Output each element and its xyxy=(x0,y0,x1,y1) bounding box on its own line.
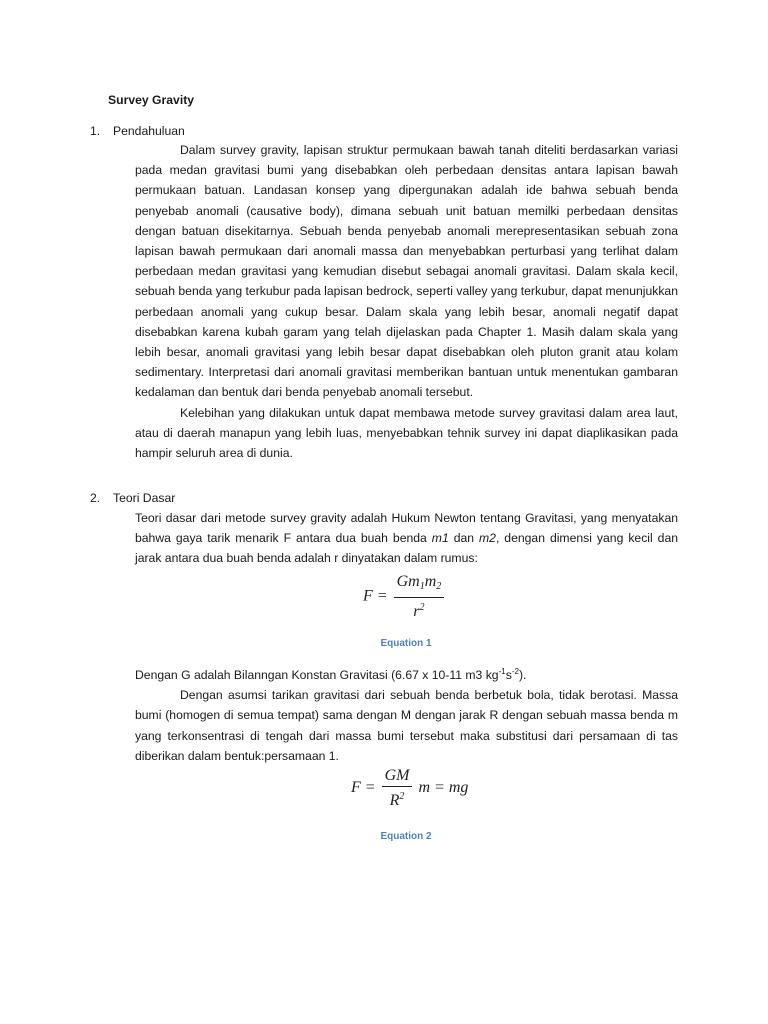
equation-2-caption: Equation 2 xyxy=(380,831,432,842)
paragraph-text: Dengan G adalah Bilanngan Konstan Gravitasi (6.67 x 10-11 m3 kg xyxy=(135,668,499,682)
equation-1-numerator xyxy=(394,572,445,598)
section-2-paragraph-3: Dengan asumsi tarikan gravitasi dari sebuah benda berbetuk bola, tidak berotasi. Massa bumi (homogen di semua tempat) sama dengan M dengan jarak R dengan sebuah massa benda m yang terkonsentrasi di tengah dari massa bumi tersebut maka substitusi dari persamaan di tas diberikan dalam bentuk:persamaan 1. xyxy=(135,688,678,763)
eq-subscript: 2 xyxy=(436,581,442,592)
equation-2 xyxy=(351,766,468,811)
document-title: Survey Gravity xyxy=(108,93,195,107)
paragraph-text: , dengan dimensi yang kecil dan jarak antara dua buah benda adalah r dinyatakan dalam rumus: xyxy=(135,531,679,566)
equation-2-fraction xyxy=(382,766,413,811)
section-1-title: Pendahuluan xyxy=(113,124,185,138)
section-2-title: Teori Dasar xyxy=(113,491,176,505)
equation-1-fraction xyxy=(394,572,445,622)
section-1-paragraph-1: Dalam survey gravity, lapisan struktur permukaan bawah tanah diteliti berdasarkan variasi pada medan gravitasi bumi yang disebabkan oleh perbedaan densitas antara lapisan bawah permukaan batuan. Landasan konsep yang dipergunakan adalah ide bahwa sebuah benda penyebab anomali (causative body), dimana sebuah unit batuan memilki perbedaan densitas dengan batuan disekitarnya. Sebuah benda penyebab anomali merepresentasikan sebuah zona lapisan bawah permukaan dari anomali massa dan menyebabkan perturbasi yang terlihat dalam perbedaan medan gravitasi yang kemudian disebut sebagai anomali gravitasi. Dalam skala kecil, sebuah benda yang terkubur pada lapisan bedrock, seperti valley yang terkubur, dapat menunjukkan perbedaan anomali yang cukup besar. Dalam skala yang lebih besar, anomali negatif dapat disebabkan karena kubah garam yang telah dijelaskan pada Chapter 1. Masih dalam skala yang lebih besar, anomali gravitasi yang lebih besar dapat disebabkan oleh pluton granit atau kolam sedimentary. Interpretasi dari anomali gravitasi memberikan bantuan untuk menentukan gambaran kedalaman dan bentuk dari benda penyebab anomali tersebut. xyxy=(135,143,678,400)
paragraph-text: ). xyxy=(518,668,527,682)
paragraph-text: dan xyxy=(448,531,480,546)
section-1-number: 1. xyxy=(90,124,101,138)
eq-subscript: 1 xyxy=(419,581,425,592)
equation-1-caption: Equation 1 xyxy=(380,638,432,649)
section-1-heading xyxy=(90,121,185,141)
paragraph-text: s xyxy=(505,668,512,682)
section-2-paragraph-1 xyxy=(135,508,678,569)
eq-superscript: 2 xyxy=(399,791,405,802)
unit-superscript: -2 xyxy=(511,667,519,676)
section-2-number: 2. xyxy=(90,491,101,505)
equation-1-lhs: F = xyxy=(363,587,388,605)
section-1-paragraph-2: Kelebihan yang dilakukan untuk dapat membawa metode survey gravitasi dalam area laut, atau di daerah manapun yang lebih luas, menyebabkan tehnik survey ini dapat diaplikasikan pada hampir seluruh area di dunia. xyxy=(135,405,678,461)
eq-superscript: 2 xyxy=(419,602,425,613)
mass-m2: m2 xyxy=(479,531,496,546)
paragraph-text: Teori dasar dari metode survey gravity adalah Hukum Newton tentang Gravitasi, yang menyatakan bahwa gaya tarik menarik F antara dua buah benda xyxy=(135,511,678,546)
equation-2-numerator: GM xyxy=(382,766,413,787)
equation-2-lhs: F = xyxy=(351,779,376,797)
eq-term: R xyxy=(389,792,400,809)
equation-1-denominator xyxy=(394,598,445,622)
equation-2-rhs: m = mg xyxy=(418,779,469,797)
section-2-heading xyxy=(90,488,175,508)
eq-term: m xyxy=(424,573,437,590)
unit-superscript: -1 xyxy=(498,667,506,676)
section-1-body xyxy=(135,140,678,463)
mass-m1: m1 xyxy=(431,531,449,546)
section-2-paragraph-2 xyxy=(135,662,678,766)
equation-1 xyxy=(363,572,446,622)
eq-term: r xyxy=(413,603,420,620)
eq-term: Gm xyxy=(396,573,420,590)
equation-2-denominator xyxy=(382,787,413,811)
